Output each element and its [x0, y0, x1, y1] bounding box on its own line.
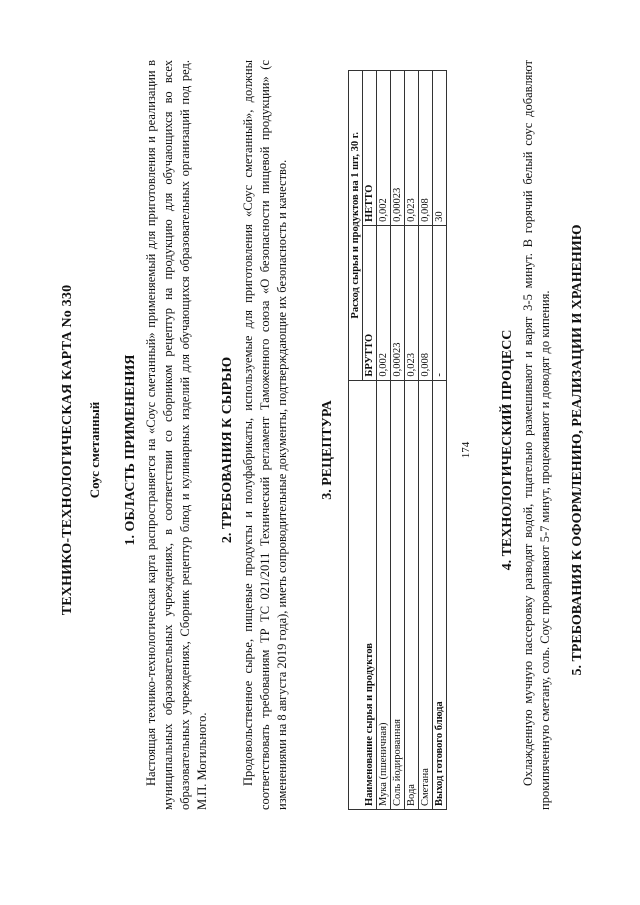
netto-value: 0,002 — [377, 71, 391, 226]
recipe-table — [348, 70, 447, 810]
section-heading-recipe: 3. РЕЦЕПТУРА — [320, 400, 335, 500]
yield-label: Выход готового блюда — [433, 380, 447, 809]
yield-netto: 30 — [433, 71, 447, 226]
ingredient-name: Соль йодированная — [391, 380, 405, 809]
section-heading-scope: 1. ОБЛАСТЬ ПРИМЕНЕНИЯ — [123, 354, 138, 546]
netto-value: 0,008 — [419, 71, 433, 226]
section-heading-raw-materials: 2. ТРЕБОВАНИЯ К СЫРЬЮ — [220, 356, 235, 544]
section-heading-presentation: 5. ТРЕБОВАНИЯ К ОФОРМЛЕНИЮ, РЕАЛИЗАЦИИ И ХРАНЕНИЮ — [570, 224, 585, 676]
column-header-netto: НЕТТО — [363, 71, 377, 226]
brutto-value: 0,00023 — [391, 225, 405, 380]
ingredient-name: Мука (пшеничная) — [377, 380, 391, 809]
table-row — [405, 71, 419, 810]
section-text-raw-materials: Продовольственное сырье, пищевые продукты и полуфабрикаты, используемые для приготовления «Соус сметанный», должны соответствовать требованиям ТР ТС 021/2011 Технический регламент Таможенного союза «О безопасности пищевой продукции» (с изменениями на 8 августа 2019 года), иметь сопроводительные документы, подтверждающие их безопасность и качество. — [241, 60, 289, 810]
section-heading-process: 4. ТЕХНОЛОГИЧЕСКИЙ ПРОЦЕСС — [500, 329, 515, 571]
rotated-document-page — [30, 20, 610, 880]
table-row — [391, 71, 405, 810]
netto-value: 0,023 — [405, 71, 419, 226]
table-row — [377, 71, 391, 810]
document-title: ТЕХНИКО-ТЕХНОЛОГИЧЕСКАЯ КАРТА No 330 — [60, 284, 75, 616]
section-text-scope: Настоящая технико-технологическая карта распространяется на «Соус сметанный» применяемый для приготовления и реализации в муниципальных образовательных учреждениях, в соответствии со сборником рецептур на продукцию для обучающихся во всех образовательных учреждениях, Сборник рецептур блюд и кулинарных изделий для обучающихся образовательных организаций под ред. М.П. Могильного. — [144, 60, 209, 810]
yield-brutto: - — [433, 225, 447, 380]
page-number: 174 — [460, 441, 472, 459]
ingredient-name: Вода — [405, 380, 419, 809]
netto-value: 0,00023 — [391, 71, 405, 226]
brutto-value: 0,002 — [377, 225, 391, 380]
table-row — [419, 71, 433, 810]
yield-row — [433, 71, 447, 810]
brutto-value: 0,008 — [419, 225, 433, 380]
dish-name: Соус сметанный — [87, 401, 102, 499]
table-header-row — [349, 71, 363, 810]
brutto-value: 0,023 — [405, 225, 419, 380]
column-header-name: Наименование сырья и продуктов — [349, 380, 377, 809]
section-text-process: Охлажденную мучную пассеровку разводят водой, тщательно размешивают и варят 3-5 минут. В горячий белый соус добавляют прокипяченную сметану, соль. Соус проваривают 5-7 минут, процеживают и доводят до кипения. — [521, 60, 552, 810]
ingredient-name: Сметана — [419, 380, 433, 809]
column-header-brutto: БРУТТО — [363, 225, 377, 380]
column-header-consumption: Расход сырья и продуктов на 1 шт, 30 г. — [349, 71, 363, 381]
